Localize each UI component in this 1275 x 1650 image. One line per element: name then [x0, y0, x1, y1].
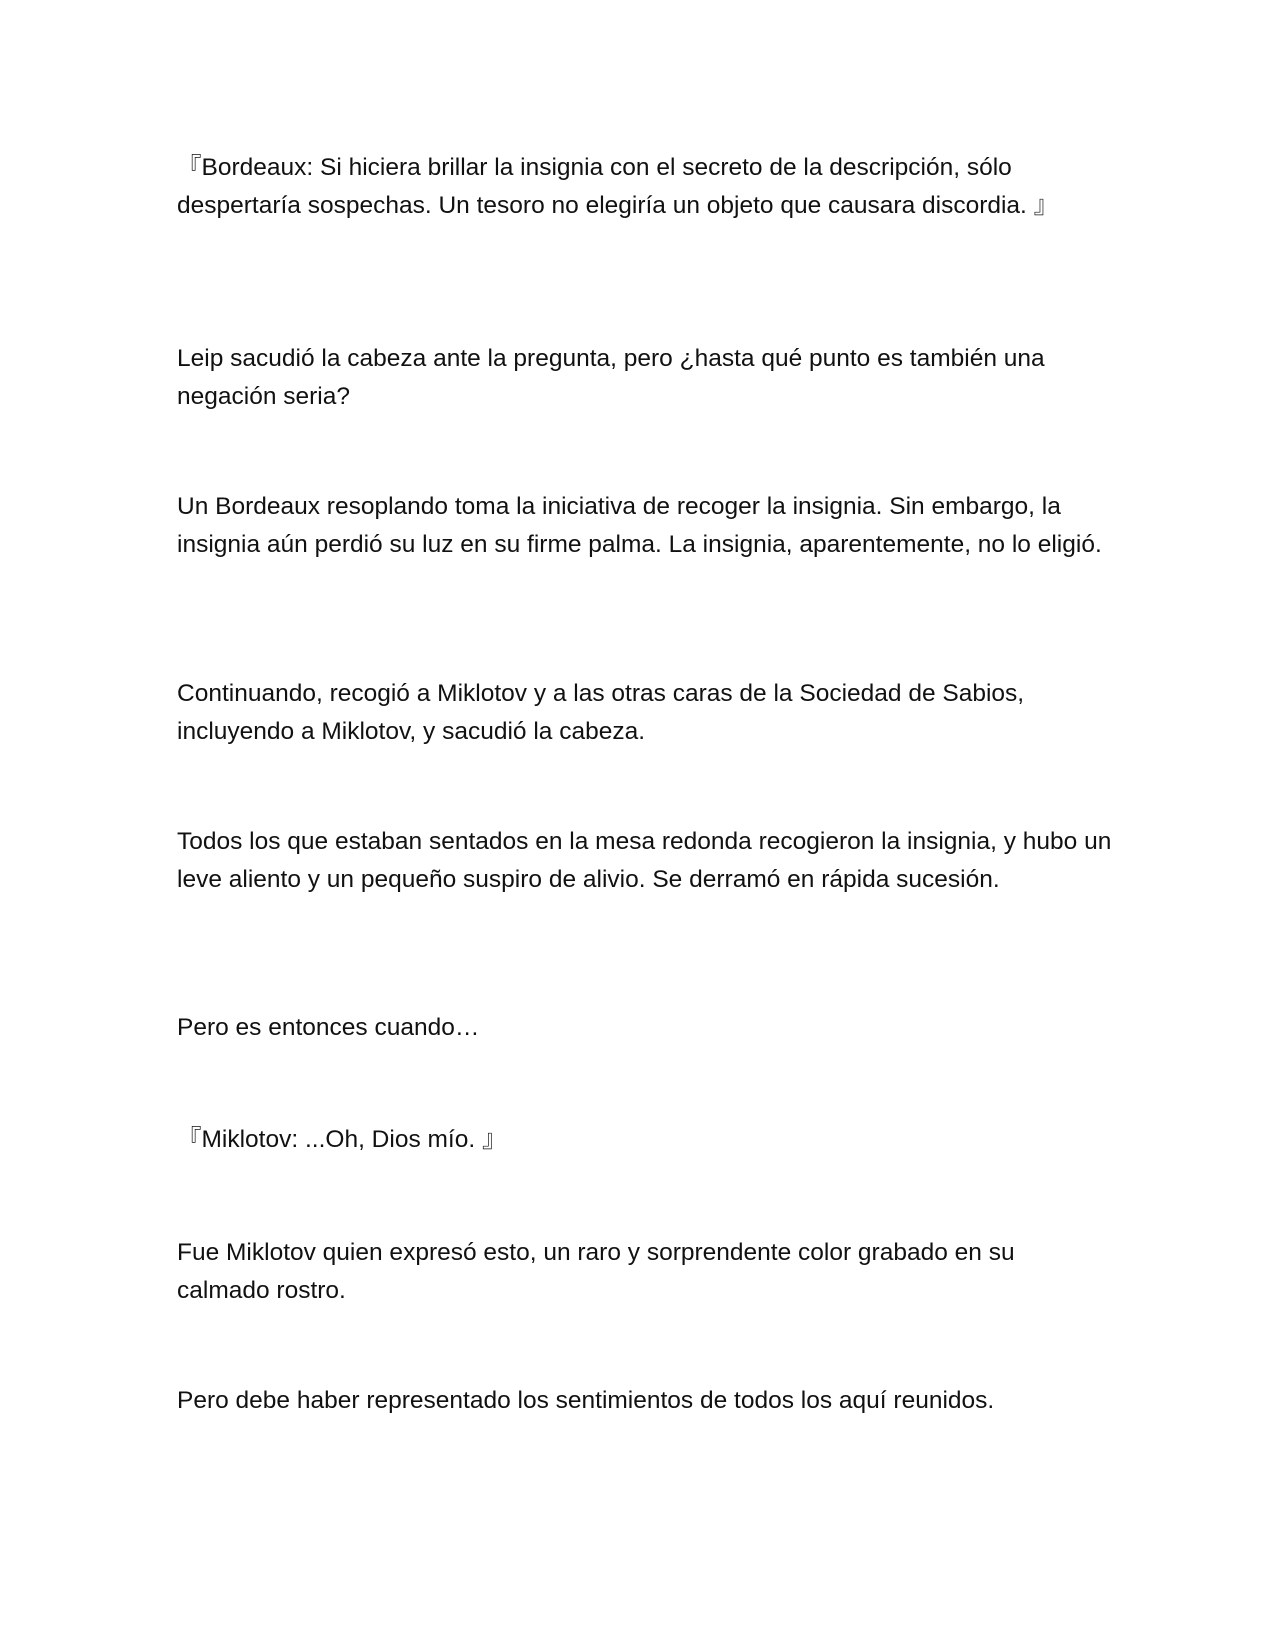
paragraph-miklotov-sages: Continuando, recogió a Miklotov y a las otras caras de la Sociedad de Sabios, incluyendo a Miklotov, y sacudió la cabeza. [177, 680, 1031, 745]
paragraph-bordeaux-dialogue: 『Bordeaux: Si hiciera brillar la insignia con el secreto de la descripción, sólo despertaría sospechas. Un tesoro no elegiría un objeto que causara discordia. 』 [177, 154, 1059, 219]
paragraph-miklotov-expression: Fue Miklotov quien expresó esto, un raro y sorprendente color grabado en su calmado rostro. [177, 1239, 1022, 1304]
paragraph-miklotov-dialogue: 『Miklotov: ...Oh, Dios mío. 』 [177, 1126, 507, 1153]
paragraph-round-table: Todos los que estaban sentados en la mesa redonda recogieron la insignia, y hubo un leve aliento y un pequeño suspiro de alivio. Se derramó en rápida sucesión. [177, 828, 1119, 893]
paragraph-leip-shakes-head: Leip sacudió la cabeza ante la pregunta, pero ¿hasta qué punto es también una negación seria? [177, 345, 1052, 410]
paragraph-final-sentiment: Pero debe haber representado los sentimientos de todos los aquí reunidos. [177, 1387, 995, 1414]
paragraph-bordeaux-takes-insignia: Un Bordeaux resoplando toma la iniciativa de recoger la insignia. Sin embargo, la insignia aún perdió su luz en su firme palma. La insignia, aparentemente, no lo eligió. [177, 493, 1102, 558]
paragraph-but-then: Pero es entonces cuando… [177, 1014, 480, 1041]
